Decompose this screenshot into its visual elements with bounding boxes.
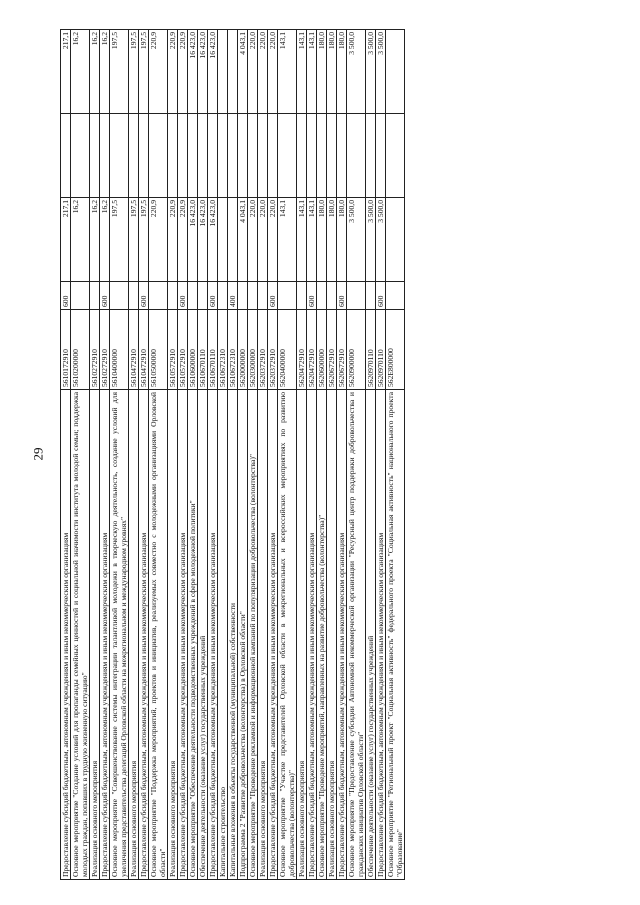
row-amount-cell <box>386 198 405 282</box>
table-row <box>268 30 278 880</box>
row-change-cell <box>347 114 366 198</box>
row-code-cell: 5620970110 <box>376 310 386 390</box>
row-name-cell: Капитальное строительство <box>218 390 228 880</box>
row-expense-type-cell: 600 <box>268 282 278 310</box>
row-amount-cell: 197,5 <box>129 198 139 282</box>
table-row <box>149 30 168 880</box>
row-name-cell: Реализация основного мероприятия <box>258 390 268 880</box>
row-amount-cell: 3 500,0 <box>347 198 366 282</box>
row-name-cell: Предоставление субсидий бюджетным, автономным учреждениям и иным некоммерческим организациям <box>208 390 218 880</box>
table-row <box>90 30 100 880</box>
row-change-cell <box>376 114 386 198</box>
row-total-cell: 16 423,0 <box>208 30 218 114</box>
row-code-cell: 5620000000 <box>238 310 248 390</box>
row-expense-type-cell <box>198 282 208 310</box>
budget-table <box>60 29 405 880</box>
row-expense-type-cell <box>110 282 129 310</box>
table-row <box>198 30 208 880</box>
row-code-cell: 5610400000 <box>110 310 129 390</box>
row-code-cell: 5610272910 <box>90 310 100 390</box>
row-change-cell <box>297 114 307 198</box>
row-name-cell: Основное мероприятие "Региональный проект "Социальная активность" федерального проекта "Социальная активность" национального проекта "Образование" <box>386 390 405 880</box>
table-row <box>110 30 129 880</box>
row-change-cell <box>90 114 100 198</box>
row-total-cell: 16 423,0 <box>198 30 208 114</box>
row-amount-cell: 220,9 <box>178 198 188 282</box>
row-expense-type-cell <box>347 282 366 310</box>
row-total-cell: 16,2 <box>100 30 110 114</box>
row-code-cell: 5610572910 <box>168 310 178 390</box>
row-total-cell: 217,1 <box>61 30 71 114</box>
row-total-cell: 4 043,1 <box>238 30 248 114</box>
row-change-cell <box>178 114 188 198</box>
table-row <box>297 30 307 880</box>
row-code-cell: 5610200000 <box>71 310 90 390</box>
row-name-cell: Реализация основного мероприятия <box>129 390 139 880</box>
row-change-cell <box>337 114 347 198</box>
row-expense-type-cell <box>386 282 405 310</box>
row-name-cell: Предоставление субсидий бюджетным, автономным учреждениям и иным некоммерческим организациям <box>337 390 347 880</box>
row-code-cell: 5610500000 <box>149 310 168 390</box>
page-number: 29 <box>30 447 46 461</box>
row-expense-type-cell <box>278 282 297 310</box>
row-change-cell <box>248 114 258 198</box>
row-name-cell: Основное мероприятие "Предоставление субсидии Автономной некоммерческой организации "Ресурсный центр поддержки добровольчества и гражданских инициатив Орловской области" <box>347 390 366 880</box>
row-expense-type-cell: 600 <box>178 282 188 310</box>
row-total-cell <box>228 30 238 114</box>
row-expense-type-cell: 600 <box>139 282 149 310</box>
table-row <box>228 30 238 880</box>
row-total-cell: 16,2 <box>90 30 100 114</box>
table-row <box>218 30 228 880</box>
row-name-cell: Предоставление субсидий бюджетным, автономным учреждениям и иным некоммерческим организациям <box>307 390 317 880</box>
table-row <box>337 30 347 880</box>
table-row <box>188 30 198 880</box>
table-row <box>208 30 218 880</box>
row-amount-cell: 143,1 <box>297 198 307 282</box>
row-name-cell: Предоставление субсидий бюджетным, автономным учреждениям и иным некоммерческим организациям <box>376 390 386 880</box>
row-expense-type-cell <box>149 282 168 310</box>
row-expense-type-cell: 400 <box>228 282 238 310</box>
row-change-cell <box>278 114 297 198</box>
row-change-cell <box>188 114 198 198</box>
row-amount-cell: 16 423,0 <box>198 198 208 282</box>
row-total-cell: 143,1 <box>297 30 307 114</box>
table-row <box>139 30 149 880</box>
row-code-cell: 5610572910 <box>178 310 188 390</box>
row-total-cell: 220,0 <box>258 30 268 114</box>
row-expense-type-cell: 600 <box>337 282 347 310</box>
row-expense-type-cell: 600 <box>208 282 218 310</box>
row-total-cell <box>386 30 405 114</box>
row-code-cell: 5620970110 <box>366 310 376 390</box>
row-total-cell: 3 500,0 <box>366 30 376 114</box>
row-total-cell: 220,9 <box>178 30 188 114</box>
row-amount-cell: 16,2 <box>71 198 90 282</box>
row-name-cell: Предоставление субсидий бюджетным, автономным учреждениям и иным некоммерческим организациям <box>100 390 110 880</box>
row-name-cell: Основное мероприятие "Создание условий для пропаганды семейных ценностей и социальной значимости института молодой семьи; поддержка молодых граждан, попавших в трудную жизненную ситуацию" <box>71 390 90 880</box>
row-code-cell: 5610272910 <box>100 310 110 390</box>
row-name-cell: Капитальные вложения в объекты государственной (муниципальной) собственности <box>228 390 238 880</box>
row-name-cell: Реализация основного мероприятия <box>90 390 100 880</box>
row-expense-type-cell <box>71 282 90 310</box>
row-name-cell: Подпрограмма 2 "Развитие добровольчества (волонтерства) в Орловской области" <box>238 390 248 880</box>
row-code-cell: 5620600000 <box>317 310 327 390</box>
row-amount-cell: 3 500,0 <box>376 198 386 282</box>
row-total-cell: 3 500,0 <box>376 30 386 114</box>
row-expense-type-cell <box>297 282 307 310</box>
row-change-cell <box>386 114 405 198</box>
row-name-cell: Реализация основного мероприятия <box>327 390 337 880</box>
table-row <box>178 30 188 880</box>
row-change-cell <box>139 114 149 198</box>
row-change-cell <box>317 114 327 198</box>
row-code-cell: 5610472910 <box>129 310 139 390</box>
row-code-cell: 5620472910 <box>307 310 317 390</box>
row-amount-cell: 180,0 <box>327 198 337 282</box>
row-name-cell: Обеспечение деятельности (оказание услуг) государственных учреждений <box>366 390 376 880</box>
row-name-cell: Основное мероприятие "Поддержка мероприятий, проектов и инициатив, реализуемых совместно с молодежными организациями Орловской области" <box>149 390 168 880</box>
row-code-cell: 5610670110 <box>198 310 208 390</box>
row-total-cell: 180,0 <box>327 30 337 114</box>
row-total-cell: 220,0 <box>248 30 258 114</box>
row-change-cell <box>327 114 337 198</box>
row-total-cell <box>218 30 228 114</box>
row-total-cell: 143,1 <box>307 30 317 114</box>
row-name-cell: Предоставление субсидий бюджетным, автономным учреждениям и иным некоммерческим организациям <box>268 390 278 880</box>
row-total-cell: 180,0 <box>317 30 327 114</box>
row-expense-type-cell: 600 <box>61 282 71 310</box>
row-change-cell <box>228 114 238 198</box>
row-name-cell: Обеспечение деятельности (оказание услуг) государственных учреждений <box>198 390 208 880</box>
row-code-cell: 5620900000 <box>347 310 366 390</box>
row-expense-type-cell: 600 <box>376 282 386 310</box>
row-amount-cell: 3 500,0 <box>366 198 376 282</box>
row-change-cell <box>307 114 317 198</box>
row-change-cell <box>149 114 168 198</box>
table-row <box>317 30 327 880</box>
row-change-cell <box>258 114 268 198</box>
row-expense-type-cell <box>129 282 139 310</box>
row-code-cell: 5610600000 <box>188 310 198 390</box>
row-name-cell: Основное мероприятие "Участие представителей Орловской области в межрегиональных и всероссийских мероприятиях по развитию добровольчества (волонтерства)" <box>278 390 297 880</box>
table-row <box>129 30 139 880</box>
row-amount-cell: 220,9 <box>168 198 178 282</box>
row-code-cell: 5620672910 <box>327 310 337 390</box>
row-expense-type-cell: 600 <box>307 282 317 310</box>
table-row <box>258 30 268 880</box>
row-code-cell: 5620400000 <box>278 310 297 390</box>
row-amount-cell: 180,0 <box>337 198 347 282</box>
row-change-cell <box>366 114 376 198</box>
row-amount-cell: 143,1 <box>307 198 317 282</box>
table-row <box>248 30 258 880</box>
row-change-cell <box>110 114 129 198</box>
row-change-cell <box>238 114 248 198</box>
table-row <box>61 30 71 880</box>
row-name-cell: Предоставление субсидий бюджетным, автономным учреждениям и иным некоммерческим организациям <box>61 390 71 880</box>
row-total-cell: 16,2 <box>71 30 90 114</box>
row-amount-cell: 197,5 <box>110 198 129 282</box>
row-code-cell: 562E800000 <box>386 310 405 390</box>
row-total-cell: 197,5 <box>110 30 129 114</box>
table-row <box>327 30 337 880</box>
row-change-cell <box>218 114 228 198</box>
row-change-cell <box>71 114 90 198</box>
row-expense-type-cell <box>188 282 198 310</box>
row-change-cell <box>198 114 208 198</box>
row-total-cell: 197,5 <box>139 30 149 114</box>
row-code-cell: 5610670110 <box>208 310 218 390</box>
row-amount-cell: 220,0 <box>248 198 258 282</box>
row-total-cell: 197,5 <box>129 30 139 114</box>
row-code-cell: 5620372910 <box>258 310 268 390</box>
table-row <box>386 30 405 880</box>
row-total-cell: 220,9 <box>168 30 178 114</box>
row-total-cell: 180,0 <box>337 30 347 114</box>
table-row <box>366 30 376 880</box>
table-row <box>238 30 248 880</box>
row-expense-type-cell <box>317 282 327 310</box>
row-expense-type-cell <box>366 282 376 310</box>
row-name-cell: Предоставление субсидий бюджетным, автономным учреждениям и иным некоммерческим организациям <box>139 390 149 880</box>
row-change-cell <box>268 114 278 198</box>
row-total-cell: 220,0 <box>268 30 278 114</box>
table-row <box>71 30 90 880</box>
row-amount-cell: 143,1 <box>278 198 297 282</box>
table-row <box>347 30 366 880</box>
row-code-cell: 5620472910 <box>297 310 307 390</box>
row-code-cell: 5610172910 <box>61 310 71 390</box>
row-code-cell: 5620300000 <box>248 310 258 390</box>
row-code-cell: 5620372910 <box>268 310 278 390</box>
row-amount-cell: 197,5 <box>139 198 149 282</box>
row-amount-cell: 16 423,0 <box>188 198 198 282</box>
row-amount-cell: 220,0 <box>258 198 268 282</box>
row-code-cell: 5610672310 <box>218 310 228 390</box>
row-expense-type-cell <box>258 282 268 310</box>
row-expense-type-cell: 600 <box>100 282 110 310</box>
row-code-cell: 5610472910 <box>139 310 149 390</box>
table-row <box>376 30 386 880</box>
row-amount-cell <box>218 198 228 282</box>
row-total-cell: 16 423,0 <box>188 30 198 114</box>
table-row <box>168 30 178 880</box>
row-amount-cell: 16 423,0 <box>208 198 218 282</box>
budget-table-container <box>60 30 630 880</box>
row-expense-type-cell <box>168 282 178 310</box>
row-name-cell: Основное мероприятие "Совершенствование системы интеграции талантливой молодежи в творческую деятельность, создание условий для увеличения представительства делегаций Орловской области на межрегиональном и международном уровнях" <box>110 390 129 880</box>
row-amount-cell: 4 043,1 <box>238 198 248 282</box>
row-change-cell <box>129 114 139 198</box>
row-code-cell: 5620672910 <box>337 310 347 390</box>
row-change-cell <box>61 114 71 198</box>
row-total-cell: 143,1 <box>278 30 297 114</box>
table-row <box>100 30 110 880</box>
row-name-cell: Основное мероприятие "Проведение мероприятий, направленных на развитие добровольчества (волонтерства)" <box>317 390 327 880</box>
row-expense-type-cell <box>218 282 228 310</box>
row-total-cell: 220,9 <box>149 30 168 114</box>
row-amount-cell: 217,1 <box>61 198 71 282</box>
row-amount-cell: 180,0 <box>317 198 327 282</box>
row-amount-cell <box>228 198 238 282</box>
row-total-cell: 3 500,0 <box>347 30 366 114</box>
row-change-cell <box>100 114 110 198</box>
row-expense-type-cell <box>248 282 258 310</box>
row-name-cell: Предоставление субсидий бюджетным, автономным учреждениям и иным некоммерческим организациям <box>178 390 188 880</box>
budget-table-body <box>61 30 405 880</box>
row-name-cell: Основное мероприятие "Обеспечение деятельности подведомственных учреждений в сфере молодежной политики" <box>188 390 198 880</box>
row-expense-type-cell <box>90 282 100 310</box>
table-row <box>307 30 317 880</box>
row-name-cell: Реализация основного мероприятия <box>297 390 307 880</box>
row-change-cell <box>208 114 218 198</box>
row-code-cell: 5610672310 <box>228 310 238 390</box>
row-change-cell <box>168 114 178 198</box>
row-name-cell: Реализация основного мероприятия <box>168 390 178 880</box>
row-name-cell: Основное мероприятие "Проведение рекламной и информационной кампаний по популяризации добровольчества (волонтерства)" <box>248 390 258 880</box>
row-amount-cell: 16,2 <box>100 198 110 282</box>
row-amount-cell: 220,0 <box>268 198 278 282</box>
row-expense-type-cell <box>238 282 248 310</box>
row-amount-cell: 16,2 <box>90 198 100 282</box>
row-expense-type-cell <box>327 282 337 310</box>
table-row <box>278 30 297 880</box>
row-amount-cell: 220,9 <box>149 198 168 282</box>
